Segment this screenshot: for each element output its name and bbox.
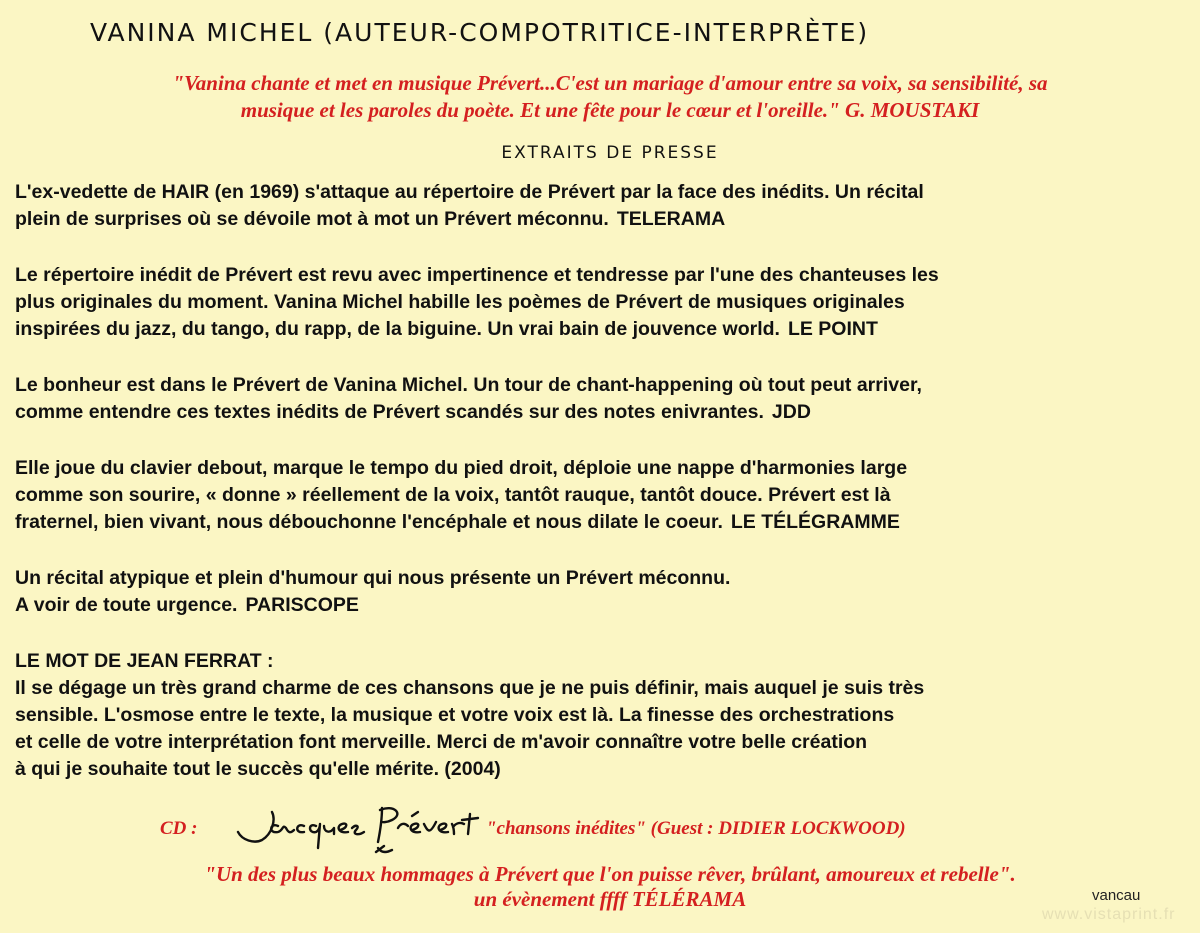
jacques-prevert-signature: [232, 800, 482, 860]
moustaki-quote-line-2: musique et les paroles du poète. Et une fête pour le cœur et l'oreille." G. MOUSTAKI: [240, 98, 980, 122]
extract-line: plein de surprises où se dévoile mot à mot un Prévert méconnu. TELERAMA: [15, 208, 726, 230]
extract-line: plus originales du moment. Vanina Michel habille les poèmes de Prévert de musiques originales: [15, 291, 905, 313]
extract-line: Le répertoire inédit de Prévert est revu avec impertinence et tendresse par l'une des chanteuses les: [15, 264, 939, 286]
press-heading: EXTRAITS DE PRESSE: [501, 143, 719, 163]
closing-quote-line-2: un évènement ffff TÉLÉRAMA: [473, 887, 747, 911]
watermark: www.vistaprint.fr: [1042, 906, 1176, 923]
moustaki-quote: [30, 70, 1190, 124]
ferrat-line: Il se dégage un très grand charme de ces chansons que je ne puis définir, mais auquel je suis très: [15, 677, 925, 699]
ferrat-line: à qui je souhaite tout le succès qu'elle mérite. (2004): [15, 758, 501, 780]
extract-line: A voir de toute urgence. PARISCOPE: [15, 594, 359, 616]
extract-line: Elle joue du clavier debout, marque le tempo du pied droit, déploie une nappe d'harmonies large: [15, 457, 908, 479]
press-extract-jdd: [15, 372, 1195, 426]
extract-line: Le bonheur est dans le Prévert de Vanina Michel. Un tour de chant-happening où tout peut arriver,: [15, 374, 922, 396]
extract-source: LE TÉLÉGRAMME: [730, 511, 900, 533]
extract-source: LE POINT: [787, 318, 878, 340]
credit-text: vancau: [1092, 887, 1141, 904]
extract-line: L'ex-vedette de HAIR (en 1969) s'attaque au répertoire de Prévert par la face des inédits. Un récital: [15, 181, 924, 203]
extract-source: PARISCOPE: [245, 594, 359, 616]
press-extract-telerama: [15, 179, 1195, 233]
extract-source: JDD: [771, 401, 811, 423]
extract-line: comme entendre ces textes inédits de Prévert scandés sur des notes enivrantes. JDD: [15, 401, 811, 423]
press-extract-le-telegramme: [15, 455, 1195, 536]
ferrat-line: et celle de votre interprétation font merveille. Merci de m'avoir connaître votre belle création: [15, 731, 868, 753]
page-title: VANINA MICHEL (AUTEUR-COMPOTRITICE-INTERPRÈTE): [90, 18, 870, 47]
ferrat-heading: LE MOT DE JEAN FERRAT :: [15, 650, 274, 672]
ferrat-line: sensible. L'osmose entre le texte, la musique et votre voix est là. La finesse des orchestrations: [15, 704, 895, 726]
press-extract-le-point: [15, 262, 1195, 343]
extract-source: TELERAMA: [616, 208, 726, 230]
closing-quote-line-1: "Un des plus beaux hommages à Prévert que l'on puisse rêver, brûlant, amoureux et rebelle".: [204, 862, 1016, 886]
extract-line: comme son sourire, « donne » réellement de la voix, tantôt rauque, tantôt douce. Prévert est là: [15, 484, 891, 506]
extract-line: Un récital atypique et plein d'humour qui nous présente un Prévert méconnu.: [15, 567, 731, 589]
cd-title: "chansons inédites" (Guest : DIDIER LOCKWOOD): [486, 818, 906, 839]
cd-label: CD :: [160, 818, 198, 839]
extract-line: inspirées du jazz, du tango, du rapp, de la biguine. Un vrai bain de jouvence world. LE POINT: [15, 318, 878, 340]
press-extract-pariscope: [15, 565, 1195, 619]
telerama-closing-quote: [30, 862, 1190, 912]
extract-line: fraternel, bien vivant, nous débouchonne l'encéphale et nous dilate le coeur. LE TÉLÉGRAMME: [15, 511, 900, 533]
moustaki-quote-line-1: "Vanina chante et met en musique Prévert...C'est un mariage d'amour entre sa voix, sa sensibilité, sa: [172, 71, 1048, 95]
jean-ferrat-section: [15, 648, 1195, 783]
